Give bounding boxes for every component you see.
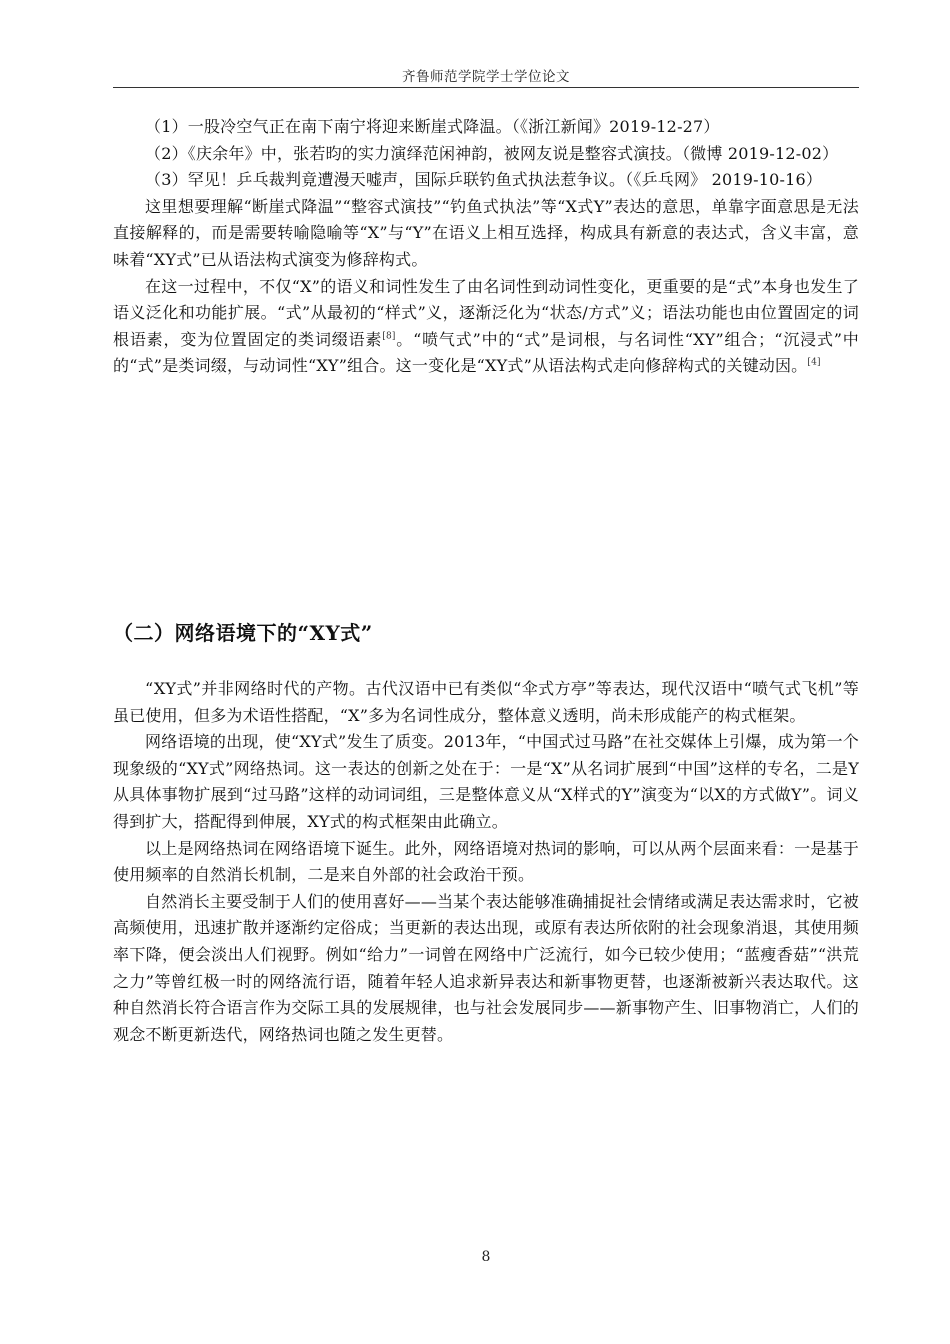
process-paragraph (113, 274, 859, 380)
lower-body (113, 676, 859, 1048)
explanation-paragraph: 这里想要理解“断崖式降温”“整容式演技”“钓鱼式执法”等“X式Y”表达的意思，单靠字面意思是无法直接解释的，而是需要转喻隐喻等“X”与“Y”在语义上相互选择，构成具有新意的表达式，含义丰富，意味着“XY式”已从语法构式演变为修辞构式。 (113, 196, 859, 269)
section-title: （二）网络语境下的“XY式” (113, 621, 373, 645)
upper-body (113, 114, 859, 380)
body-paragraph-3: 以上是网络热词在网络语境下诞生。此外，网络语境对热词的影响，可以从两个层面来看：一是基于使用频率的自然消长机制，二是来自外部的社会政治干预。 (113, 838, 859, 885)
body-paragraph-4: 自然消长主要受制于人们的使用喜好——当某个表达能够准确捕捉社会情绪或满足表达需求时，它被高频使用，迅速扩散并逐渐约定俗成；当更新的表达出现，或原有表达所依附的社会现象消退，其使用频率下降，便会淡出人们视野。例如“给力”一词曾在网络中广泛流行，如今已较少使用；“蓝瘦香菇”“洪荒之力”等曾红极一时的网络流行语，随着年轻人追求新异表达和新事物更替，也逐渐被新兴表达取代。这种自然消长符合语言作为交际工具的发展规律，也与社会发展同步——新事物产生、旧事物消亡，人们的观念不断更新迭代，网络热词也随之发生更替。 (113, 891, 859, 1044)
page-header: 齐鲁师范学院学士学位论文 (402, 69, 570, 85)
citation-8: [8] (382, 331, 396, 342)
process-text-1: 在这一过程中，不仅“X”的语义和词性发生了由名词性到动词性变化，更重要的是“式”本身也发生了语义泛化和功能扩展。“式”从最初的“样式”义，逐渐泛化为“状态/方式”义；语法功能也由位置固定的词根语素，变为位置固定的类词缀语素 (113, 276, 859, 349)
citation-4: [4] (807, 358, 821, 369)
example-2: （2）《庆余年》中，张若昀的实力演绎范闲神韵，被网友说是整容式演技。（微博 2019-12-02） (145, 143, 839, 163)
page-number: 8 (481, 1249, 491, 1265)
process-text-2: 。“喷气式”中的“式”是词根，与名词性“XY”组合；“沉浸式”中的“式”是类词缀，与动词性“XY”组合。这一变化是“XY式”从语法构式走向修辞构式的关键动因。 (113, 329, 860, 376)
example-1: （1）一股冷空气正在南下南宁将迎来断崖式降温。（《浙江新闻》2019-12-27） (145, 117, 720, 136)
header-rule (113, 87, 859, 88)
body-paragraph-1: “XY式”并非网络时代的产物。古代汉语中已有类似“伞式方亭”等表达，现代汉语中“喷气式飞机”等虽已使用，但多为术语性搭配，“X”多为名词性成分，整体意义透明，尚未形成能产的构式框架。 (113, 679, 859, 725)
body-paragraph-2: 网络语境的出现，使“XY式”发生了质变。2013年，“中国式过马路”在社交媒体上引爆，成为第一个现象级的“XY式”网络热词。这一表达的创新之处在于：一是“X”从名词扩展到“中国”这样的专名，二是Y从具体事物扩展到“过马路”这样的动词词组，三是整体意义从“X样式的Y”演变为“以X的方式做Y”。词义得到扩大，搭配得到伸展，XY式的构式框架由此确立。 (113, 732, 859, 831)
example-3: （3）罕见！乒乓裁判竟遭漫天嘘声，国际乒联钓鱼式执法惹争议。（《乒乓网》 2019-10-16） (145, 170, 823, 190)
